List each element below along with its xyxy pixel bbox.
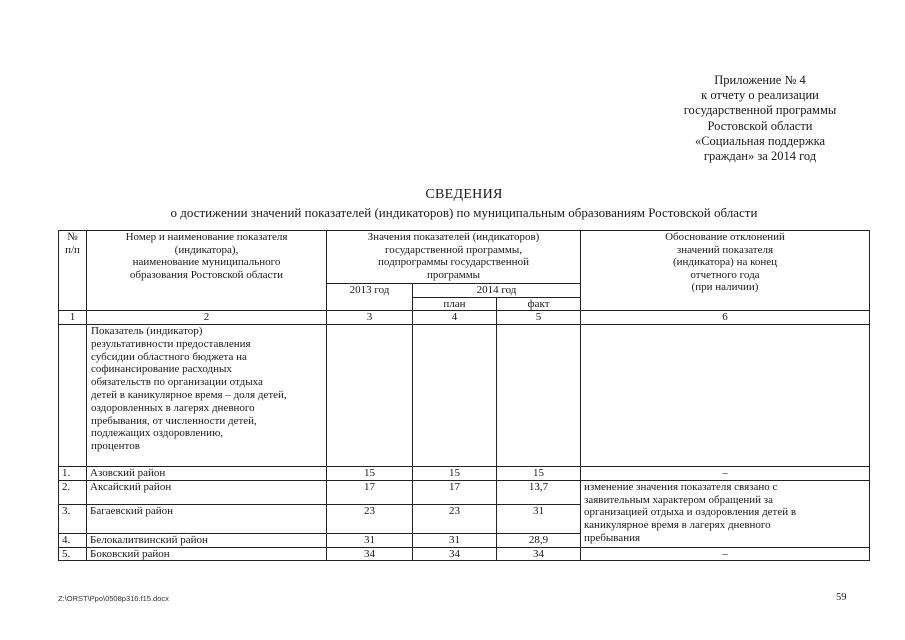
appendix-block: [640, 73, 880, 164]
header-justification: Обоснование отклонений значений показателя (индикатора) на конец отчетного года (при наличии): [581, 231, 870, 311]
header-year-2014: 2014 год: [413, 284, 581, 298]
row-note: –: [581, 466, 870, 480]
row-fact: 13,7: [497, 480, 581, 504]
row-fact: 15: [497, 466, 581, 480]
row-district: Белокалитвинский район: [87, 533, 327, 547]
indicators-table: [58, 230, 870, 561]
row-plan: 31: [413, 533, 497, 547]
row-plan: 34: [413, 547, 497, 561]
column-number: 3: [327, 311, 413, 325]
row-number: 4.: [59, 533, 87, 547]
page-number: 59: [836, 592, 847, 603]
column-number: 5: [497, 311, 581, 325]
title-subheading: о достижении значений показателей (индикаторов) по муниципальным образованиям Ростовской области: [170, 205, 758, 220]
row-fact: 28,9: [497, 533, 581, 547]
appendix-line: граждан» за 2014 год: [703, 149, 817, 164]
row-plan: 15: [413, 466, 497, 480]
row-fact: 31: [497, 504, 581, 533]
header-num: № п/п: [59, 231, 87, 311]
row-plan: 17: [413, 480, 497, 504]
table-row: [59, 466, 870, 480]
row-2013: 17: [327, 480, 413, 504]
appendix-line: Приложение № 4: [714, 73, 806, 87]
column-number: 2: [87, 311, 327, 325]
column-numbers-row: [59, 311, 870, 325]
table-row: [59, 480, 870, 504]
appendix-line: «Социальная поддержка: [694, 133, 826, 148]
document-title: [40, 187, 888, 220]
footer-file-path: Z:\ORST\Ppo\0508p316.f15.docx: [58, 594, 169, 603]
row-district: Азовский район: [87, 466, 327, 480]
row-number: 2.: [59, 480, 87, 504]
appendix-line: государственной программы: [683, 103, 837, 118]
header-year-2013: 2013 год: [327, 284, 413, 311]
header-plan: план: [413, 297, 497, 311]
header-row: [59, 231, 870, 284]
appendix-line: к отчету о реализации: [701, 88, 819, 103]
row-2013: 31: [327, 533, 413, 547]
column-number: 1: [59, 311, 87, 325]
title-heading: СВЕДЕНИЯ: [425, 187, 503, 202]
row-district: Боковский район: [87, 547, 327, 561]
row-district: Аксайский район: [87, 480, 327, 504]
row-plan: 23: [413, 504, 497, 533]
row-2013: 23: [327, 504, 413, 533]
column-number: 6: [581, 311, 870, 325]
row-note: –: [581, 547, 870, 561]
indicator-row: [59, 324, 870, 466]
row-fact: 34: [497, 547, 581, 561]
row-2013: 15: [327, 466, 413, 480]
indicator-description: Показатель (индикатор) результативности предоставления субсидии областного бюджета на софинансирование расходных обязательств по организации отдыха детей в каникулярное время – доля детей, оздоровленных в лагерях дневного пребывания, от численности детей, подлежащих оздоровлению, процентов: [87, 324, 327, 466]
appendix-line: Ростовской области: [707, 118, 813, 133]
row-district: Багаевский район: [87, 504, 327, 533]
header-values: Значения показателей (индикаторов) государственной программы, подпрограммы государственной программы: [327, 231, 581, 284]
table-row: [59, 547, 870, 561]
column-number: 4: [413, 311, 497, 325]
header-fact: факт: [497, 297, 581, 311]
row-number: 3.: [59, 504, 87, 533]
deviation-note: изменение значения показателя связано с заявительным характером обращений за организацией отдыха и оздоровления детей в каникулярное время в лагерях дневного пребывания: [581, 480, 870, 547]
row-number: 1.: [59, 466, 87, 480]
row-number: 5.: [59, 547, 87, 561]
header-name: Номер и наименование показателя (индикатора), наименование муниципального образования Ростовской области: [87, 231, 327, 311]
row-2013: 34: [327, 547, 413, 561]
